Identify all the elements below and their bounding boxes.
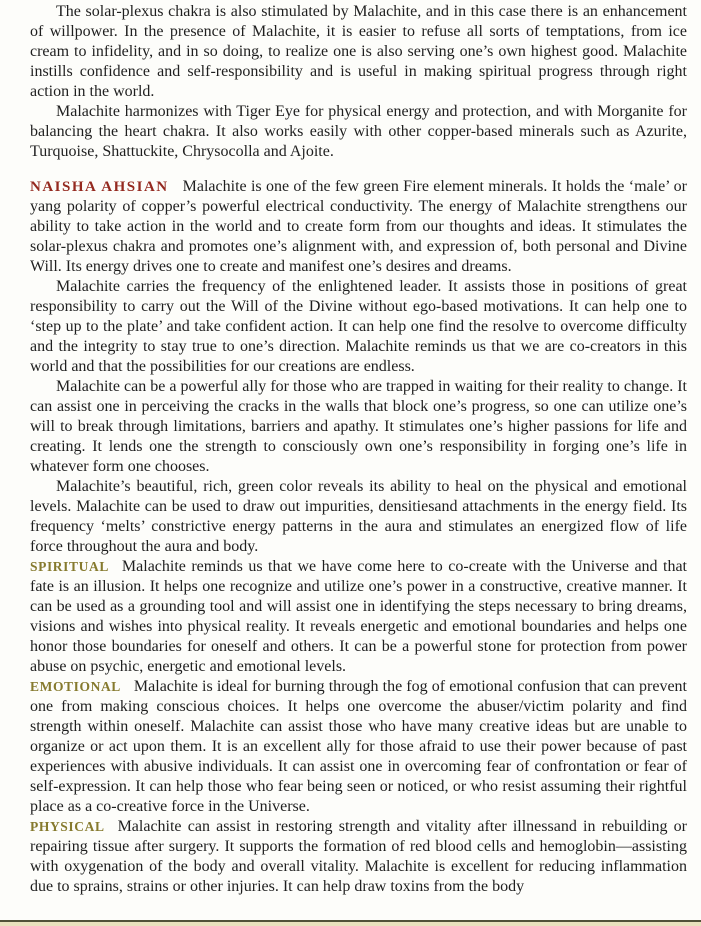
section-physical-text: Malachite can assist in restoring strength and vitality after illnessand in rebuilding or repairing tissue after surgery. It supports the formation of red blood cells and hemoglobin—assisting with oxygenation of the body and overall vitality. Malachite is excellent for reducing inflammation due to sprains, strains or other injuries. It can help draw toxins from the body: [30, 818, 687, 895]
section-spiritual: [30, 557, 687, 677]
body-paragraph: Malachite carries the frequency of the enlightened leader. It assists those in positions of great responsibility to carry out the Will of the Divine without ego-based motivations. It can help one to ‘step up to the plate’ and take confident action. It can help one find the resolve to overcome difficulty and the integrity to stay true to one’s direction. Malachite reminds us that we are co-creators in this world and that the possibilities for our creations are endless.: [30, 278, 687, 375]
body-paragraph: Malachite’s beautiful, rich, green color reveals its ability to heal on the physical and emotional levels. Malachite can be used to draw out impurities, densitiesand attachments in the energy field. Its frequency ‘melts’ constrictive energy patterns in the aura and stimulates an energized flow of life force throughout the aura and body.: [30, 478, 687, 555]
body-paragraph: Malachite harmonizes with Tiger Eye for physical energy and protection, and with Morganite for balancing the heart chakra. It also works easily with other copper-based minerals such as Azurite, Turquoise, Shattuckite, Chrysocolla and Ajoite.: [30, 103, 687, 160]
section-emotional-text: Malachite is ideal for burning through the fog of emotional confusion that can prevent one from making conscious choices. It helps one overcome the abuser/victim polarity and find strength within oneself. Malachite can assist those who have many creative ideas but are unable to organize or act upon them. It is an excellent ally for those afraid to use their power because of past experiences with abusive individuals. It can assist one in overcoming fear of confrontation or fear of self-expression. It can help those who fear being seen or noticed, or who resist assuming their rightful place as a co-creative force in the Universe.: [30, 678, 687, 815]
section-label-physical: PHYSICAL: [30, 819, 105, 834]
section-physical: [30, 817, 687, 897]
body-paragraph: The solar-plexus chakra is also stimulated by Malachite, and in this case there is an enhancement of willpower. In the presence of Malachite, it is easier to refuse all sorts of temptations, from ice cream to infidelity, and in so doing, to realize one is also serving one’s own highest good. Malachite instills confidence and self-responsibility and is useful in making spiritual progress through right action in the world.: [30, 3, 687, 100]
text-column: [30, 2, 687, 897]
section-emotional: [30, 677, 687, 817]
section-spiritual-text: Malachite reminds us that we have come here to co-create with the Universe and that fate is an illusion. It helps one recognize and utilize one’s power in a constructive, creative manner. It can be used as a grounding tool and will assist one in identifying the steps necessary to bring dreams, visions and wishes into physical reality. It reveals energetic and emotional boundaries and helps one honor those boundaries for oneself and others. It can be a powerful stone for protection from power abuse on psychic, energetic and emotional levels.: [30, 558, 687, 675]
body-paragraph: Malachite can be a powerful ally for those who are trapped in waiting for their reality to change. It can assist one in perceiving the cracks in the walls that block one’s progress, so one can utilize one’s will to break through limitations, barriers and apathy. It stimulates one’s higher passions for life and creating. It lends one the strength to consciously own one’s responsibility in forging one’s life in whatever form one chooses.: [30, 378, 687, 475]
page-bottom-edge: [0, 920, 701, 926]
author-name-heading: NAISHA AHSIAN: [30, 179, 169, 195]
section-label-spiritual: SPIRITUAL: [30, 559, 109, 574]
author-section-text: Malachite is one of the few green Fire element minerals. It holds the ‘male’ or yang polarity of copper’s powerful electrical conductivity. The energy of Malachite strengthens our ability to take action in the world and to create form from our thoughts and ideas. It stimulates the solar-plexus chakra and promotes one’s alignment with, and expression of, both personal and Divine Will. Its energy drives one to create and manifest one’s desires and dreams.: [30, 178, 687, 275]
author-section-naisha-ahsian: [30, 177, 687, 277]
section-label-emotional: EMOTIONAL: [30, 679, 121, 694]
